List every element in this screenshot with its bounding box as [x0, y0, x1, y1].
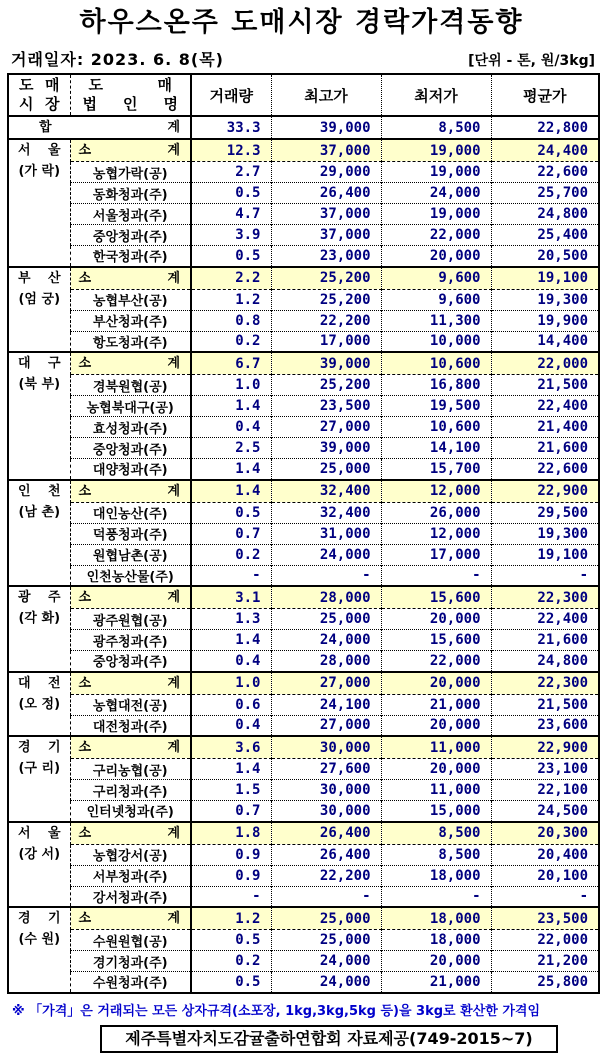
- corp-name-cell: 농협강서(공): [70, 844, 191, 865]
- company-row: [8, 609, 599, 630]
- market-subname: (엄 궁): [18, 291, 61, 307]
- corp-name-cell: 강서청과(주): [70, 886, 191, 907]
- market-cell: 인 천 (남 촌): [8, 480, 70, 587]
- volume-cell: 0.5: [191, 502, 271, 523]
- low-cell: -: [381, 886, 491, 907]
- high-cell: 17,000: [271, 331, 381, 352]
- avg-cell: 23,500: [491, 907, 599, 930]
- company-row: [8, 651, 599, 672]
- avg-cell: 14,400: [491, 331, 599, 352]
- high-cell: -: [271, 886, 381, 907]
- volume-cell: 3.9: [191, 225, 271, 246]
- subtotal-row: [8, 822, 599, 845]
- high-cell: 22,200: [271, 310, 381, 331]
- high-cell: 29,000: [271, 162, 381, 183]
- high-cell: 37,000: [271, 204, 381, 225]
- subtotal-row: [8, 672, 599, 695]
- volume-cell: 1.5: [191, 780, 271, 801]
- company-row: [8, 204, 599, 225]
- subtotal-row: [8, 139, 599, 162]
- company-row: [8, 759, 599, 780]
- volume-cell: 1.0: [191, 672, 271, 695]
- volume-cell: 33.3: [191, 116, 271, 139]
- high-cell: 24,000: [271, 630, 381, 651]
- high-cell: 24,000: [271, 951, 381, 972]
- corp-name-cell: 대인농산(주): [70, 502, 191, 523]
- high-cell: 32,400: [271, 502, 381, 523]
- low-cell: 24,000: [381, 183, 491, 204]
- company-row: [8, 459, 599, 480]
- high-cell: 39,000: [271, 438, 381, 459]
- high-cell: 28,000: [271, 586, 381, 609]
- corp-name-cell: 광주원협(공): [70, 609, 191, 630]
- high-cell: 24,100: [271, 694, 381, 715]
- low-cell: 18,000: [381, 907, 491, 930]
- total-row: [8, 116, 599, 139]
- low-cell: 11,000: [381, 736, 491, 759]
- high-cell: 24,000: [271, 544, 381, 565]
- company-row: [8, 331, 599, 352]
- provider-box: [100, 1025, 558, 1053]
- low-cell: 9,600: [381, 289, 491, 310]
- subtotal-row: [8, 267, 599, 290]
- volume-cell: 1.2: [191, 907, 271, 930]
- low-cell: 15,700: [381, 459, 491, 480]
- market-subname: (구 리): [18, 761, 61, 776]
- volume-cell: 0.4: [191, 651, 271, 672]
- high-cell: 25,000: [271, 907, 381, 930]
- subtotal-label-cell: 소 계: [70, 907, 191, 930]
- market-cell: 대 구 (북 부): [8, 352, 70, 480]
- volume-cell: 0.9: [191, 865, 271, 886]
- avg-cell: 19,900: [491, 310, 599, 331]
- corp-name-cell: 효성청과(주): [70, 417, 191, 438]
- low-cell: 17,000: [381, 544, 491, 565]
- corp-name-cell: 중앙청과(주): [70, 438, 191, 459]
- market-subname: (북 부): [18, 377, 61, 392]
- volume-cell: 4.7: [191, 204, 271, 225]
- volume-cell: 2.5: [191, 438, 271, 459]
- market-cell: 서 울 (강 서): [8, 822, 70, 908]
- high-cell: 23,000: [271, 246, 381, 267]
- avg-cell: 24,500: [491, 801, 599, 822]
- volume-cell: 1.8: [191, 822, 271, 845]
- low-cell: 22,000: [381, 651, 491, 672]
- volume-cell: -: [191, 565, 271, 586]
- avg-cell: 21,600: [491, 630, 599, 651]
- volume-cell: 3.6: [191, 736, 271, 759]
- low-cell: 19,000: [381, 204, 491, 225]
- company-row: [8, 630, 599, 651]
- company-row: [8, 886, 599, 907]
- corp-name-cell: 대양청과(주): [70, 459, 191, 480]
- subtotal-label-cell: 소 계: [70, 822, 191, 845]
- corp-name-cell: 구리농협(공): [70, 759, 191, 780]
- company-row: [8, 694, 599, 715]
- company-row: [8, 930, 599, 951]
- company-row: [8, 502, 599, 523]
- corp-name-cell: 경기청과(주): [70, 951, 191, 972]
- avg-cell: 19,100: [491, 544, 599, 565]
- corp-name-cell: 수원원협(공): [70, 930, 191, 951]
- low-cell: 15,600: [381, 630, 491, 651]
- avg-cell: 20,400: [491, 844, 599, 865]
- low-cell: 11,300: [381, 310, 491, 331]
- market-cell: 부 산 (엄 궁): [8, 267, 70, 353]
- corp-name-cell: 동화청과(주): [70, 183, 191, 204]
- low-cell: 8,500: [381, 116, 491, 139]
- avg-cell: 22,000: [491, 930, 599, 951]
- high-cell: 37,000: [271, 225, 381, 246]
- high-cell: 37,000: [271, 139, 381, 162]
- subtotal-label-cell: 소 계: [70, 586, 191, 609]
- low-cell: 20,000: [381, 609, 491, 630]
- market-subname: (수 원): [18, 932, 61, 947]
- low-cell: 16,800: [381, 375, 491, 396]
- corp-name-cell: 농협가락(공): [70, 162, 191, 183]
- company-row: [8, 310, 599, 331]
- avg-cell: 24,800: [491, 651, 599, 672]
- subtotal-label-cell: 소 계: [70, 480, 191, 503]
- volume-cell: 3.1: [191, 586, 271, 609]
- avg-cell: 19,300: [491, 289, 599, 310]
- company-row: [8, 246, 599, 267]
- high-cell: 27,600: [271, 759, 381, 780]
- high-cell: 25,000: [271, 459, 381, 480]
- low-cell: 26,000: [381, 502, 491, 523]
- low-cell: 20,000: [381, 951, 491, 972]
- low-cell: 12,000: [381, 480, 491, 503]
- avg-cell: 19,300: [491, 523, 599, 544]
- corp-name-cell: 서부청과(주): [70, 865, 191, 886]
- low-cell: 10,600: [381, 352, 491, 375]
- avg-cell: 21,500: [491, 375, 599, 396]
- col-header-market: 도 매 시 장: [8, 74, 70, 116]
- volume-cell: 6.7: [191, 352, 271, 375]
- subtotal-label-cell: 소 계: [70, 139, 191, 162]
- volume-cell: 0.5: [191, 972, 271, 993]
- corp-name-cell: 농협북대구(공): [70, 396, 191, 417]
- company-row: [8, 715, 599, 736]
- corp-name-cell: 서울청과(주): [70, 204, 191, 225]
- market-subname: (오 정): [18, 696, 61, 712]
- company-row: [8, 375, 599, 396]
- avg-cell: 22,900: [491, 736, 599, 759]
- high-cell: 26,400: [271, 183, 381, 204]
- subtotal-row: [8, 736, 599, 759]
- avg-cell: 25,400: [491, 225, 599, 246]
- low-cell: 20,000: [381, 715, 491, 736]
- high-cell: 23,500: [271, 396, 381, 417]
- low-cell: 18,000: [381, 865, 491, 886]
- volume-cell: -: [191, 886, 271, 907]
- market-cell: 광 주 (각 화): [8, 586, 70, 672]
- high-cell: 22,200: [271, 865, 381, 886]
- low-cell: 19,000: [381, 139, 491, 162]
- avg-cell: 22,400: [491, 396, 599, 417]
- volume-cell: 1.4: [191, 480, 271, 503]
- avg-cell: 21,500: [491, 694, 599, 715]
- high-cell: 25,200: [271, 267, 381, 290]
- company-row: [8, 438, 599, 459]
- high-cell: -: [271, 565, 381, 586]
- total-label-cell: 합 계: [8, 116, 191, 139]
- volume-cell: 1.4: [191, 459, 271, 480]
- low-cell: 21,000: [381, 972, 491, 993]
- volume-cell: 0.6: [191, 694, 271, 715]
- avg-cell: 20,100: [491, 865, 599, 886]
- provider-text: 제주특별자치도감귤출하연합회 자료제공(749-2015~7): [125, 1028, 533, 1048]
- company-row: [8, 801, 599, 822]
- avg-cell: 29,500: [491, 502, 599, 523]
- low-cell: 18,000: [381, 930, 491, 951]
- meta-row: [11, 47, 595, 70]
- corp-name-cell: 항도청과(주): [70, 331, 191, 352]
- company-row: [8, 523, 599, 544]
- trade-date: 거래일자: 2023. 6. 8(목): [11, 50, 224, 69]
- volume-cell: 1.4: [191, 630, 271, 651]
- avg-cell: 22,600: [491, 459, 599, 480]
- high-cell: 31,000: [271, 523, 381, 544]
- avg-cell: 23,600: [491, 715, 599, 736]
- corp-name-cell: 원협남촌(공): [70, 544, 191, 565]
- low-cell: 10,000: [381, 331, 491, 352]
- corp-name-cell: 구리청과(주): [70, 780, 191, 801]
- col-header-low: 최저가: [381, 74, 491, 116]
- volume-cell: 2.2: [191, 267, 271, 290]
- subtotal-row: [8, 586, 599, 609]
- volume-cell: 0.5: [191, 183, 271, 204]
- high-cell: 25,200: [271, 289, 381, 310]
- low-cell: 14,100: [381, 438, 491, 459]
- high-cell: 25,200: [271, 375, 381, 396]
- market-subname: (각 화): [18, 611, 61, 626]
- company-row: [8, 972, 599, 993]
- corp-name-cell: 인터넷청과(주): [70, 801, 191, 822]
- col-header-corp: 도 매 법 인 명: [70, 74, 191, 116]
- low-cell: 15,000: [381, 801, 491, 822]
- avg-cell: 25,800: [491, 972, 599, 993]
- avg-cell: 25,700: [491, 183, 599, 204]
- company-row: [8, 417, 599, 438]
- market-cell: 경 기 (수 원): [8, 907, 70, 993]
- avg-cell: 20,500: [491, 246, 599, 267]
- low-cell: 8,500: [381, 844, 491, 865]
- avg-cell: 23,100: [491, 759, 599, 780]
- company-row: [8, 396, 599, 417]
- avg-cell: 22,600: [491, 162, 599, 183]
- high-cell: 27,000: [271, 417, 381, 438]
- volume-cell: 0.5: [191, 930, 271, 951]
- low-cell: 20,000: [381, 246, 491, 267]
- volume-cell: 0.4: [191, 417, 271, 438]
- volume-cell: 0.2: [191, 951, 271, 972]
- high-cell: 27,000: [271, 672, 381, 695]
- volume-cell: 0.9: [191, 844, 271, 865]
- market-subname: (강 서): [18, 846, 61, 862]
- volume-cell: 0.2: [191, 331, 271, 352]
- volume-cell: 1.3: [191, 609, 271, 630]
- volume-cell: 0.4: [191, 715, 271, 736]
- low-cell: 9,600: [381, 267, 491, 290]
- corp-name-cell: 경북원협(공): [70, 375, 191, 396]
- avg-cell: 22,900: [491, 480, 599, 503]
- subtotal-label-cell: 소 계: [70, 736, 191, 759]
- avg-cell: 22,100: [491, 780, 599, 801]
- company-row: [8, 865, 599, 886]
- market-cell: 서 울 (가 락): [8, 139, 70, 267]
- corp-name-cell: 인천농산물(주): [70, 565, 191, 586]
- market-cell: 경 기 (구 리): [8, 736, 70, 822]
- price-footnote: ※ 「가격」은 거래되는 모든 상자규격(소포장, 1kg,3kg,5kg 등)을 3kg로 환산한 가격임: [12, 1003, 541, 1019]
- corp-name-cell: 덕풍청과(주): [70, 523, 191, 544]
- page-title: 하우스온주 도매시장 경락가격동향: [79, 7, 524, 38]
- subtotal-row: [8, 480, 599, 503]
- high-cell: 26,400: [271, 844, 381, 865]
- subtotal-row: [8, 907, 599, 930]
- high-cell: 32,400: [271, 480, 381, 503]
- unit-label: [단위 - 톤, 원/3kg]: [468, 53, 595, 69]
- avg-cell: -: [491, 565, 599, 586]
- volume-cell: 2.7: [191, 162, 271, 183]
- low-cell: 20,000: [381, 759, 491, 780]
- col-header-volume: 거래량: [191, 74, 271, 116]
- price-table: [7, 73, 600, 994]
- market-cell: 대 전 (오 정): [8, 672, 70, 737]
- high-cell: 24,000: [271, 972, 381, 993]
- company-row: [8, 951, 599, 972]
- high-cell: 30,000: [271, 736, 381, 759]
- market-subname: (남 촌): [18, 504, 61, 520]
- price-table-body: [8, 116, 599, 993]
- company-row: [8, 565, 599, 586]
- company-row: [8, 780, 599, 801]
- volume-cell: 12.3: [191, 139, 271, 162]
- col-header-avg: 평균가: [491, 74, 599, 116]
- avg-cell: 21,600: [491, 438, 599, 459]
- low-cell: 10,600: [381, 417, 491, 438]
- avg-cell: -: [491, 886, 599, 907]
- high-cell: 27,000: [271, 715, 381, 736]
- company-row: [8, 544, 599, 565]
- low-cell: 20,000: [381, 672, 491, 695]
- high-cell: 25,000: [271, 609, 381, 630]
- avg-cell: 20,300: [491, 822, 599, 845]
- low-cell: 19,500: [381, 396, 491, 417]
- low-cell: 21,000: [381, 694, 491, 715]
- col-header-high: 최고가: [271, 74, 381, 116]
- company-row: [8, 844, 599, 865]
- low-cell: 11,000: [381, 780, 491, 801]
- volume-cell: 1.4: [191, 759, 271, 780]
- avg-cell: 22,400: [491, 609, 599, 630]
- market-subname: (가 락): [18, 164, 61, 179]
- corp-name-cell: 광주청과(주): [70, 630, 191, 651]
- low-cell: 8,500: [381, 822, 491, 845]
- low-cell: -: [381, 565, 491, 586]
- corp-name-cell: 대전청과(주): [70, 715, 191, 736]
- high-cell: 28,000: [271, 651, 381, 672]
- avg-cell: 21,200: [491, 951, 599, 972]
- corp-name-cell: 농협부산(공): [70, 289, 191, 310]
- company-row: [8, 225, 599, 246]
- high-cell: 26,400: [271, 822, 381, 845]
- subtotal-label-cell: 소 계: [70, 352, 191, 375]
- avg-cell: 22,800: [491, 116, 599, 139]
- high-cell: 25,000: [271, 930, 381, 951]
- corp-name-cell: 농협대전(공): [70, 694, 191, 715]
- high-cell: 30,000: [271, 801, 381, 822]
- volume-cell: 0.8: [191, 310, 271, 331]
- volume-cell: 0.7: [191, 523, 271, 544]
- corp-name-cell: 중앙청과(주): [70, 651, 191, 672]
- company-row: [8, 183, 599, 204]
- corp-name-cell: 부산청과(주): [70, 310, 191, 331]
- avg-cell: 22,000: [491, 352, 599, 375]
- subtotal-label-cell: 소 계: [70, 267, 191, 290]
- avg-cell: 22,300: [491, 672, 599, 695]
- corp-name-cell: 중앙청과(주): [70, 225, 191, 246]
- low-cell: 22,000: [381, 225, 491, 246]
- high-cell: 39,000: [271, 116, 381, 139]
- avg-cell: 24,800: [491, 204, 599, 225]
- subtotal-row: [8, 352, 599, 375]
- volume-cell: 1.0: [191, 375, 271, 396]
- corp-name-cell: 수원청과(주): [70, 972, 191, 993]
- avg-cell: 22,300: [491, 586, 599, 609]
- company-row: [8, 162, 599, 183]
- volume-cell: 1.2: [191, 289, 271, 310]
- subtotal-label-cell: 소 계: [70, 672, 191, 695]
- corp-name-cell: 한국청과(주): [70, 246, 191, 267]
- volume-cell: 0.2: [191, 544, 271, 565]
- low-cell: 15,600: [381, 586, 491, 609]
- high-cell: 30,000: [271, 780, 381, 801]
- header-row: [8, 74, 599, 116]
- avg-cell: 24,400: [491, 139, 599, 162]
- low-cell: 19,000: [381, 162, 491, 183]
- company-row: [8, 289, 599, 310]
- avg-cell: 19,100: [491, 267, 599, 290]
- volume-cell: 0.5: [191, 246, 271, 267]
- volume-cell: 1.4: [191, 396, 271, 417]
- avg-cell: 21,400: [491, 417, 599, 438]
- volume-cell: 0.7: [191, 801, 271, 822]
- low-cell: 12,000: [381, 523, 491, 544]
- high-cell: 39,000: [271, 352, 381, 375]
